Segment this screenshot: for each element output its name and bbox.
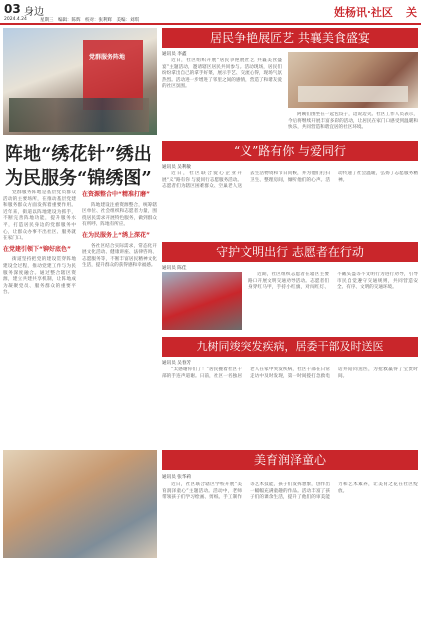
article-service-positions	[3, 28, 157, 432]
headline-line2: 为民服务“锦绣图”	[5, 168, 152, 189]
article-headline: 九树同竣突发疾病，居委干部及时送医	[162, 337, 418, 357]
article-photo	[3, 28, 157, 135]
article-civilized-travel	[162, 242, 418, 332]
article-body	[162, 58, 282, 136]
article-headline: 居民争艳展匠艺 共襄美食盛宴	[162, 28, 418, 48]
article-photo	[162, 272, 242, 330]
paragraph: 党群服务阵地是基层党员群众活动的主要场所，在推动基层党建和服务群众方面发挥着重要作用。近年来，街道以阵地建设为抓手，不断完善阵地功能，提升服务水平，打造居民身边的党群服务中心，让群众办事不出社区、服务就在家门口。	[3, 190, 76, 242]
article-body	[162, 171, 418, 237]
subheading: 在资源整合中“精准打磨”	[82, 191, 150, 198]
article-food-festival	[162, 28, 418, 138]
paragraph: 近期，社区组织志愿者在辖区主要路口开展文明交通劝导活动。志愿者们身穿红马甲，手持小红旗，对闯红灯、不戴头盔等不文明行为进行劝导，引导市民自觉遵守交通规则，共同营造安全、有序、文明的交通环境。	[248, 272, 418, 291]
paragraph: 街道坚持把党的建设贯穿阵地建设全过程，推动党建工作与为民服务深度融合。通过整合辖区资源，建立共建共享机制，让阵地成为凝聚党员、服务群众的重要平台。	[3, 257, 76, 296]
section-name: 身边	[24, 7, 44, 18]
article-body	[248, 272, 418, 330]
article-byline: 通讯员 吴春芳	[162, 361, 192, 366]
article-emergency	[162, 337, 418, 445]
photo-table	[298, 86, 408, 102]
article-byline: 通讯员 张华莉	[162, 475, 192, 480]
article-body-right	[288, 112, 418, 138]
paragraph: “太感谢你们了！”居民握着社区干部的手连声道谢。日前，社区一名独居老人在家中突发疾病，社区干部在日常走访中及时发现，第一时间拨打急救电话并陪同送医，为抢救赢得了宝贵时间。	[162, 367, 418, 379]
article-photo	[3, 450, 157, 558]
article-aesthetic-education	[3, 450, 418, 638]
paragraph: 近日，社区联合辖区学校开展“美育润泽童心”主题活动。活动中，老师带领孩子们学习绘画、剪纸、手工制作等艺术技能，孩子们发挥想象，创作出一幅幅充满童趣的作品。活动丰富了孩子们的课余生活，提升了他们的审美能力和艺术素养，让美育之花在社区绽放。	[162, 482, 418, 501]
photo-people	[9, 98, 149, 132]
paragraph: 近日，社区联合爱心企业开展“义”路有你 与爱同行志愿服务活动。志愿者们为辖区困难群众、空巢老人送去生活物资和节日问候，并为他们打扫卫生、整理房间，倾听他们的心声。活动传递了社会温暖，弘扬了志愿服务精神。	[162, 171, 418, 190]
article-body	[162, 482, 418, 636]
article-byline: 通讯员 陈佳	[162, 266, 187, 271]
article-headline: 美育润泽童心	[162, 450, 418, 470]
article-photo	[288, 52, 418, 108]
editor-meta: 星期三 编辑：陈辉 校对：张利辉 美编：刘琪	[40, 18, 139, 23]
photo-caption: 党群服务阵地	[89, 54, 126, 61]
issue-date: 2024.4.24	[4, 17, 27, 22]
article-headline: “义”路有你 与爱同行	[162, 141, 418, 161]
page-number: 03	[4, 2, 21, 16]
paragraph: 阵地建设注重资源整合，统筹辖区单位、社会组织和志愿者力量，围绕居民需求开展特色服务，做到群众有所呼、阵地有所应。	[82, 202, 157, 228]
brand-logo	[334, 4, 393, 20]
subheading: 在党建引领下“铆好底色”	[3, 245, 71, 253]
article-headline: 守护文明出行 志愿者在行动	[162, 242, 418, 262]
subheading: 在为民服务上“绣上深花”	[82, 231, 150, 239]
header-rule	[0, 23, 421, 25]
brand-name: 姓杨讯·社区	[334, 6, 393, 19]
paragraph: 阿姨们围坐在一起包饺子，边说边笑。社区工作人员表示，今后将继续开展丰富多彩的活动，让居民在家门口感受到温暖和快乐，共同营造和谐宜居的社区环境。	[288, 112, 418, 131]
paragraph: 各社区结合实际需求，常态化开展文化活动、健康讲座、法律咨询、志愿服务等，不断丰富居民精神文化生活，提升群众的获得感和幸福感。	[82, 243, 157, 269]
paragraph: 近日，社区组织开展“居民争艳展匠艺 共襄美食盛宴”主题活动，邀请辖区居民共同参与。活动现场，居民们纷纷拿出自己的拿手好菜，展示手艺、交流心得，现场气氛热烈。活动进一步增进了邻里之间的感情，营造了和谐友爱的社区氛围。	[162, 58, 282, 90]
brand-suffix: 关	[406, 6, 417, 19]
article-byline: 通讯员 李鑫	[162, 52, 187, 57]
article-body	[162, 367, 418, 443]
headline-line1: 阵地“绣花针”绣出	[5, 144, 152, 165]
article-volunteer	[162, 141, 418, 238]
page-header	[0, 0, 421, 24]
article-body-col1	[3, 190, 76, 426]
article-body-col2	[82, 190, 157, 426]
article-byline: 通讯员 吴利敏	[162, 165, 192, 170]
